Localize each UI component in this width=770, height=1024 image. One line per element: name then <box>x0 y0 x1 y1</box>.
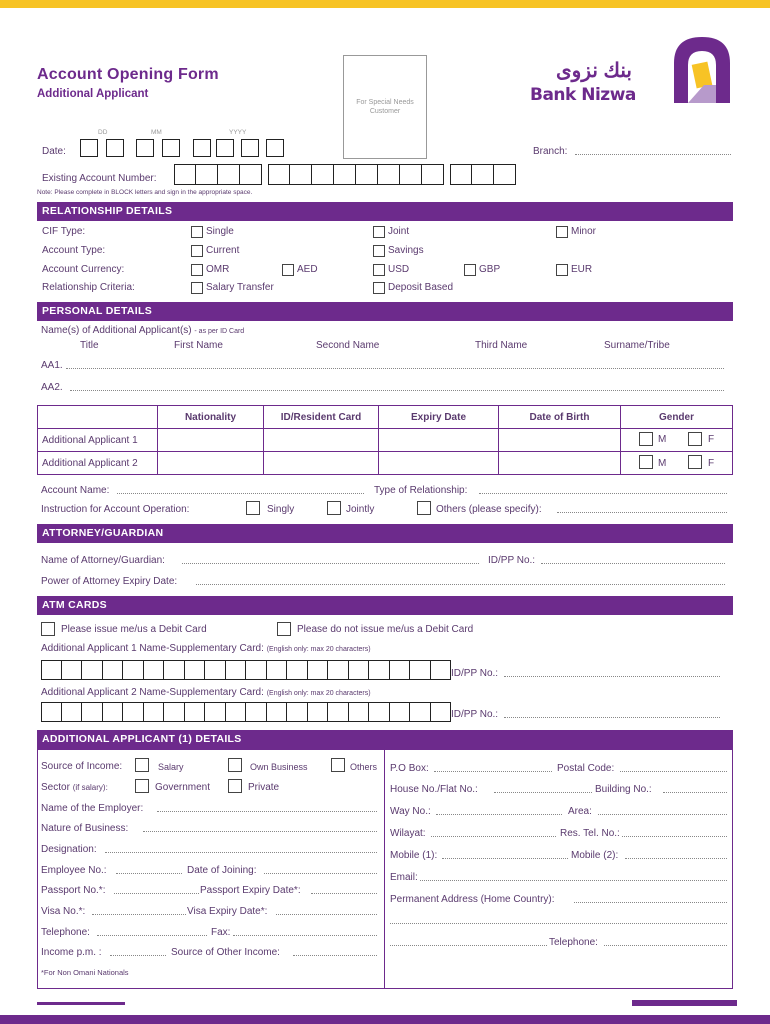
footer-mark-left <box>37 1000 125 1005</box>
currency-eur-label: EUR <box>571 264 593 275</box>
telephone-field[interactable] <box>97 935 207 936</box>
income-pm-field[interactable] <box>110 955 166 956</box>
mobile-2-label: Mobile (2): <box>571 850 619 861</box>
perm-address-field-3[interactable] <box>390 945 547 946</box>
relationship-type-field[interactable] <box>479 493 727 494</box>
bottom-accent-bar <box>0 1015 770 1024</box>
supp-card-2-hint: (English only: max 20 characters) <box>266 690 371 697</box>
employer-label: Name of the Employer: <box>41 803 144 814</box>
area-label: Area: <box>568 806 592 817</box>
wilayat-label: Wilayat: <box>390 828 426 839</box>
date-digit-box[interactable] <box>266 139 284 157</box>
way-no-field[interactable] <box>436 814 562 815</box>
attorney-idpp-field[interactable] <box>541 563 725 564</box>
deposit-based-label: Deposit Based <box>388 282 454 293</box>
supp-card-2-label <box>41 687 371 698</box>
table-row <box>38 452 733 475</box>
details-section-header: ADDITIONAL APPLICANT (1) DETAILS <box>37 730 733 749</box>
sector-hint: (if salary): <box>72 783 108 792</box>
attorney-name-label: Name of Attorney/Guardian: <box>41 555 165 566</box>
mobile-2-field[interactable] <box>625 858 727 859</box>
house-no-field[interactable] <box>494 792 592 793</box>
source-income-label: Source of Income: <box>41 761 123 772</box>
issue-debit-card-label: Please issue me/us a Debit Card <box>61 624 207 635</box>
col-third-name: Third Name <box>475 340 528 351</box>
poa-expiry-label: Power of Attorney Expiry Date: <box>41 576 178 587</box>
gender-f-label: F <box>708 434 715 445</box>
income-salary-checkbox[interactable] <box>135 758 149 772</box>
sector-private-label: Private <box>248 782 280 793</box>
income-own-business-checkbox[interactable] <box>228 758 242 772</box>
res-tel-field[interactable] <box>622 836 727 837</box>
applicant-id-table <box>37 405 733 475</box>
account-savings-label: Savings <box>388 245 424 256</box>
res-tel-label: Res. Tel. No.: <box>560 828 620 839</box>
personal-section-header: PERSONAL DETAILS <box>37 302 733 321</box>
table-row <box>38 429 733 452</box>
currency-usd-label: USD <box>388 264 410 275</box>
currency-omr-label: OMR <box>206 264 230 275</box>
bank-logo-icon <box>668 33 736 105</box>
poa-expiry-field[interactable] <box>196 584 725 585</box>
dob-cell[interactable] <box>499 429 621 452</box>
expiry-date-cell[interactable] <box>379 452 499 475</box>
supp-card-2-idpp-label: ID/PP No.: <box>451 709 499 720</box>
applicant-names-hint: - as per ID Card <box>194 328 245 335</box>
gender-cell <box>621 452 733 475</box>
aa2-label: AA2. <box>41 382 63 393</box>
gender-f-label: F <box>708 458 715 469</box>
income-others-label: Others <box>350 762 378 772</box>
nationality-cell[interactable] <box>158 452 264 475</box>
income-own-business-label: Own Business <box>250 762 308 772</box>
attorney-idpp-label: ID/PP No.: <box>488 555 536 566</box>
instruction-label: Instruction for Account Operation: <box>41 504 190 515</box>
perm-telephone-label: Telephone: <box>549 937 598 948</box>
way-no-label: Way No.: <box>390 806 431 817</box>
date-label: Date: <box>42 146 66 157</box>
account-savings-checkbox[interactable] <box>373 245 385 257</box>
perm-address-field-2[interactable] <box>390 923 727 924</box>
dob-header: Date of Birth <box>499 406 621 429</box>
aa1-name-field[interactable] <box>66 368 724 369</box>
currency-aed-label: AED <box>297 264 318 275</box>
joining-date-field[interactable] <box>264 873 377 874</box>
employee-no-label: Employee No.: <box>41 865 107 876</box>
pobox-field[interactable] <box>434 771 552 772</box>
logo-arabic: بنك نزوى <box>556 60 632 82</box>
col-second-name: Second Name <box>316 340 380 351</box>
no-debit-card-label: Please do not issue me/us a Debit Card <box>297 624 474 635</box>
sector-government-checkbox[interactable] <box>135 779 149 793</box>
date-digit-box[interactable] <box>193 139 211 157</box>
cif-single-checkbox[interactable] <box>191 226 203 238</box>
business-label: Nature of Business: <box>41 823 129 834</box>
bank-logo <box>530 58 658 105</box>
row-label-applicant-1: Additional Applicant 1 <box>38 429 158 452</box>
cif-single-label: Single <box>206 226 234 237</box>
supp-card-1-text: Additional Applicant 1 Name-Supplementary Card: <box>41 643 264 654</box>
dd-hint: DD <box>98 129 108 136</box>
special-needs-box[interactable] <box>343 55 427 159</box>
postal-code-field[interactable] <box>620 771 727 772</box>
supp-card-2-idpp-field[interactable] <box>504 717 720 718</box>
pobox-label: P.O Box: <box>390 763 429 774</box>
perm-address-label: Permanent Address (Home Country): <box>390 894 555 905</box>
mobile-1-label: Mobile (1): <box>390 850 438 861</box>
jointly-checkbox[interactable] <box>327 501 341 515</box>
others-specify-field[interactable] <box>557 512 727 513</box>
account-currency-label: Account Currency: <box>42 264 125 275</box>
account-current-checkbox[interactable] <box>191 245 203 257</box>
aa1-label: AA1. <box>41 360 63 371</box>
date-digit-box[interactable] <box>216 139 234 157</box>
other-income-field[interactable] <box>293 955 377 956</box>
page-title: Account Opening Form <box>37 66 219 83</box>
expiry-date-header: Expiry Date <box>379 406 499 429</box>
account-current-label: Current <box>206 245 240 256</box>
account-number-label: Existing Account Number: <box>42 173 157 184</box>
date-digit-box[interactable] <box>136 139 154 157</box>
block-letters-note: Note: Please complete in BLOCK letters and sign in the appropriate space. <box>37 189 253 196</box>
fax-field[interactable] <box>233 935 377 936</box>
gender-header: Gender <box>621 406 733 429</box>
cif-minor-label: Minor <box>571 226 597 237</box>
branch-field[interactable] <box>575 154 731 155</box>
nationality-cell[interactable] <box>158 429 264 452</box>
row-label-applicant-2: Additional Applicant 2 <box>38 452 158 475</box>
id-card-cell[interactable] <box>264 429 379 452</box>
singly-label: Singly <box>267 504 295 515</box>
supp-card-1-label <box>41 643 371 654</box>
gender-f-checkbox[interactable] <box>688 432 702 446</box>
sector-label <box>41 782 108 793</box>
fax-label: Fax: <box>211 927 231 938</box>
relationship-section-header: RELATIONSHIP DETAILS <box>37 202 733 221</box>
salary-transfer-checkbox[interactable] <box>191 282 203 294</box>
atm-section-header: ATM CARDS <box>37 596 733 615</box>
cif-joint-label: Joint <box>388 226 410 237</box>
area-field[interactable] <box>598 814 727 815</box>
gender-cell <box>621 429 733 452</box>
visa-expiry-field[interactable] <box>276 914 377 915</box>
currency-gbp-checkbox[interactable] <box>464 264 476 276</box>
date-digit-box[interactable] <box>162 139 180 157</box>
wilayat-field[interactable] <box>431 836 556 837</box>
attorney-name-field[interactable] <box>182 563 479 564</box>
jointly-label: Jointly <box>346 504 375 515</box>
other-income-label: Source of Other Income: <box>171 947 280 958</box>
passport-expiry-label: Passport Expiry Date*: <box>200 885 301 896</box>
sector-private-checkbox[interactable] <box>228 779 242 793</box>
applicant-names-text: Name(s) of Additional Applicant(s) <box>41 325 192 336</box>
col-surname: Surname/Tribe <box>604 340 670 351</box>
relationship-type-label: Type of Relationship: <box>374 485 468 496</box>
supp-card-1-idpp-label: ID/PP No.: <box>451 668 499 679</box>
singly-checkbox[interactable] <box>246 501 260 515</box>
footer-mark-right <box>632 1000 737 1006</box>
sector-government-label: Government <box>155 782 211 793</box>
currency-omr-checkbox[interactable] <box>191 264 203 276</box>
details-divider <box>384 749 385 989</box>
nationality-header: Nationality <box>158 406 264 429</box>
perm-address-field[interactable] <box>574 902 727 903</box>
date-digit-box[interactable] <box>241 139 259 157</box>
issue-debit-card-checkbox[interactable] <box>41 622 55 636</box>
gender-m-label: M <box>658 458 667 469</box>
dob-cell[interactable] <box>499 452 621 475</box>
designation-field[interactable] <box>105 852 377 853</box>
expiry-date-cell[interactable] <box>379 429 499 452</box>
branch-label: Branch: <box>533 146 568 157</box>
designation-label: Designation: <box>41 844 97 855</box>
yyyy-hint: YYYY <box>229 129 247 136</box>
id-card-cell[interactable] <box>264 452 379 475</box>
income-others-checkbox[interactable] <box>331 758 345 772</box>
no-debit-card-checkbox[interactable] <box>277 622 291 636</box>
date-digit-box[interactable] <box>106 139 124 157</box>
logo-english: Bank Nizwa <box>530 85 636 105</box>
currency-usd-checkbox[interactable] <box>373 264 385 276</box>
others-label: Others (please specify): <box>436 504 542 515</box>
supp-card-1-hint: (English only: max 20 characters) <box>266 646 371 653</box>
supp-card-2-boxes[interactable] <box>41 702 451 722</box>
gender-m-checkbox[interactable] <box>639 455 653 469</box>
currency-aed-checkbox[interactable] <box>282 264 294 276</box>
account-number-boxes[interactable] <box>174 164 516 185</box>
special-needs-label: For Special Needs Customer <box>356 99 414 115</box>
passport-no-label: Passport No.*: <box>41 885 106 896</box>
supp-card-2-text: Additional Applicant 2 Name-Supplementary Card: <box>41 687 264 698</box>
building-no-field[interactable] <box>663 792 727 793</box>
cif-type-label: CIF Type: <box>42 226 86 237</box>
supp-card-1-boxes[interactable] <box>41 660 451 680</box>
top-accent-bar <box>0 0 770 8</box>
page-subtitle: Additional Applicant <box>37 88 149 100</box>
account-name-label: Account Name: <box>41 485 110 496</box>
income-pm-label: Income p.m. : <box>41 947 102 958</box>
sector-text: Sector <box>41 782 70 793</box>
employee-no-field[interactable] <box>116 873 182 874</box>
applicant-names-label <box>41 325 244 336</box>
others-checkbox[interactable] <box>417 501 431 515</box>
aa2-name-field[interactable] <box>70 390 724 391</box>
date-digit-box[interactable] <box>80 139 98 157</box>
gender-m-label: M <box>658 434 667 445</box>
email-field[interactable] <box>420 880 727 881</box>
employer-field[interactable] <box>157 811 377 812</box>
gender-f-checkbox[interactable] <box>688 455 702 469</box>
salary-transfer-label: Salary Transfer <box>206 282 274 293</box>
col-title: Title <box>80 340 99 351</box>
gender-m-checkbox[interactable] <box>639 432 653 446</box>
cif-minor-checkbox[interactable] <box>556 226 568 238</box>
house-no-label: House No./Flat No.: <box>390 784 478 795</box>
attorney-section-header: ATTORNEY/GUARDIAN <box>37 524 733 543</box>
income-salary-label: Salary <box>158 762 184 772</box>
mm-hint: MM <box>151 129 162 136</box>
building-no-label: Building No.: <box>595 784 652 795</box>
col-first-name: First Name <box>174 340 223 351</box>
currency-gbp-label: GBP <box>479 264 501 275</box>
business-field[interactable] <box>143 831 377 832</box>
telephone-label: Telephone: <box>41 927 90 938</box>
mobile-1-field[interactable] <box>442 858 568 859</box>
deposit-based-checkbox[interactable] <box>373 282 385 294</box>
account-type-label: Account Type: <box>42 245 106 256</box>
joining-date-label: Date of Joining: <box>187 865 257 876</box>
passport-expiry-field[interactable] <box>311 893 377 894</box>
email-label: Email: <box>390 872 418 883</box>
postal-code-label: Postal Code: <box>557 763 615 774</box>
visa-no-label: Visa No.*: <box>41 906 86 917</box>
passport-no-field[interactable] <box>114 893 199 894</box>
cif-joint-checkbox[interactable] <box>373 226 385 238</box>
account-name-field[interactable] <box>117 493 364 494</box>
perm-telephone-field[interactable] <box>604 945 727 946</box>
currency-eur-checkbox[interactable] <box>556 264 568 276</box>
id-card-header: ID/Resident Card <box>264 406 379 429</box>
relationship-criteria-label: Relationship Criteria: <box>42 282 135 293</box>
visa-no-field[interactable] <box>92 914 186 915</box>
visa-expiry-label: Visa Expiry Date*: <box>187 906 268 917</box>
supp-card-1-idpp-field[interactable] <box>504 676 720 677</box>
non-omani-footnote: *For Non Omani Nationals <box>41 968 129 977</box>
